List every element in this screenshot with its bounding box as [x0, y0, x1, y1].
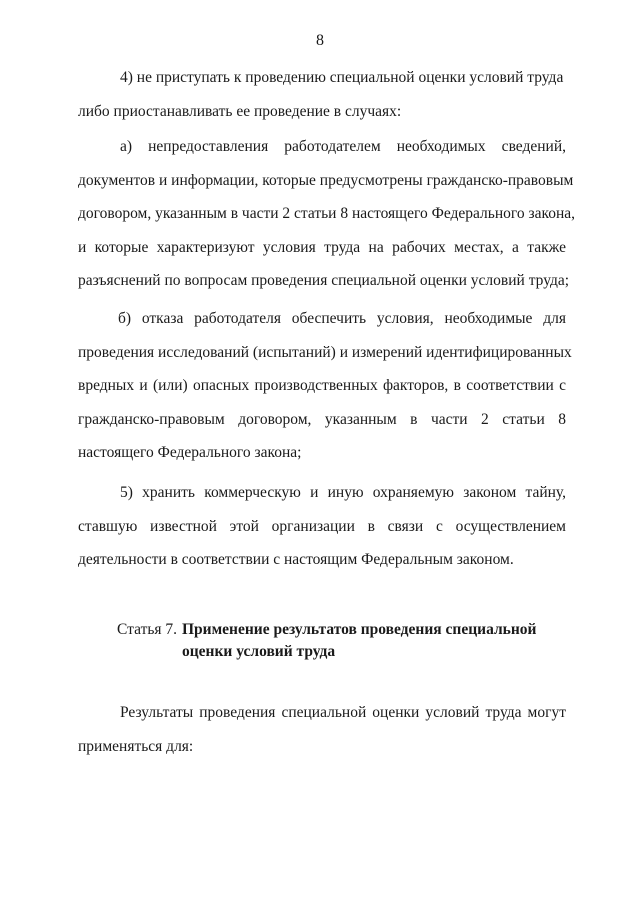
text-line: разъяснений по вопросам проведения специальной оценки условий труда; — [78, 272, 570, 289]
paragraph-item-b — [78, 302, 572, 470]
paragraph-item-5 — [78, 476, 566, 577]
article-title — [182, 619, 562, 663]
text-line: документов и информации, которые предусмотрены гражданско-правовым — [78, 171, 574, 189]
article-label: Статья 7. — [117, 621, 178, 638]
article-title-line: оценки условий труда — [182, 643, 336, 660]
text-line: деятельности в соответствии с настоящим Федеральным законом. — [78, 551, 514, 568]
text-line: гражданско-правовым договором, указанным в части 2 статьи 8 — [78, 410, 566, 428]
text-line: вредных и (или) опасных производственных факторов, в соответствии с — [78, 377, 566, 394]
paragraph-item-4 — [78, 61, 566, 128]
text-line: а) непредоставления работодателем необходимых сведений, — [120, 138, 566, 155]
paragraph-results — [78, 696, 566, 763]
text-line: применяться для: — [78, 737, 194, 755]
article-title-line: Применение результатов проведения специальной — [182, 621, 537, 638]
text-line: либо приостанавливать ее проведение в случаях: — [78, 102, 402, 120]
text-line: 4) не приступать к проведению специальной оценки условий труда — [120, 69, 564, 86]
text-line: договором, указанным в части 2 статьи 8 настоящего Федерального закона, — [78, 205, 576, 222]
text-line: проведения исследований (испытаний) и измерений идентифицированных — [78, 343, 572, 361]
paragraph-item-a — [78, 130, 576, 298]
text-line: и которые характеризуют условия труда на рабочих местах, а также — [78, 238, 566, 256]
text-line: б) отказа работодателя обеспечить условия, необходимые для — [118, 310, 566, 327]
page-number: 8 — [316, 32, 324, 49]
text-line: ставшую известной этой организации в связи с осуществлением — [78, 517, 566, 535]
text-line: Результаты проведения специальной оценки условий труда могут — [120, 704, 566, 721]
text-line: настоящего Федерального закона; — [78, 444, 302, 461]
text-line: 5) хранить коммерческую и иную охраняемую законом тайну, — [120, 484, 566, 501]
